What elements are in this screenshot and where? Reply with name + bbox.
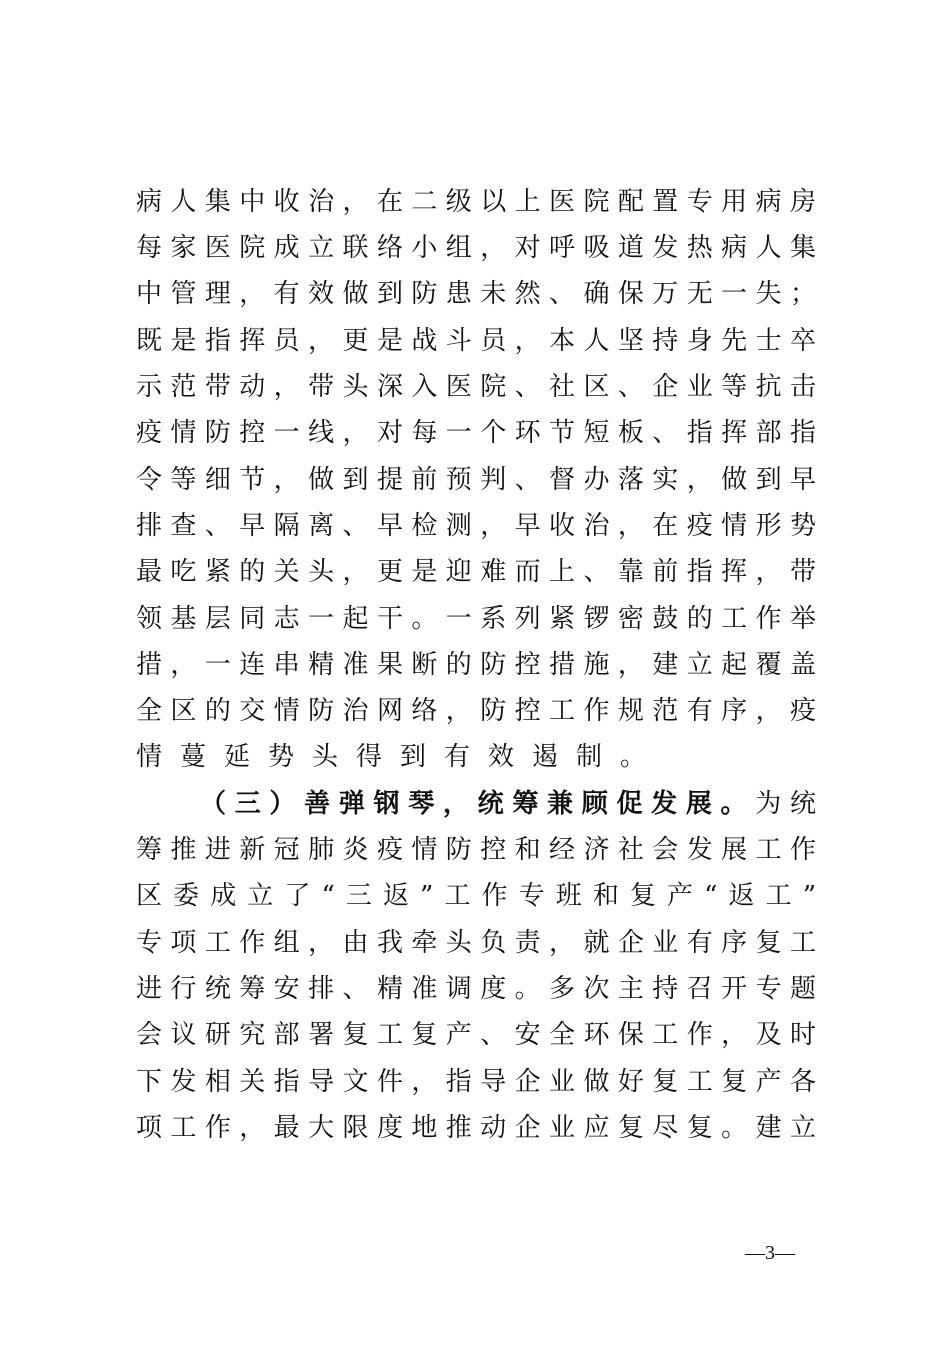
paragraph-line: 会议研究部署复工复产、安全环保工作，及时 bbox=[136, 1020, 816, 1050]
paragraph-line: 措，一连串精准果断的防控措施，建立起覆盖 bbox=[136, 650, 816, 680]
paragraph-line: 示范带动，带头深入医院、社区、企业等抗击 bbox=[136, 372, 816, 402]
section-heading-continuation: 为统 bbox=[755, 789, 816, 819]
paragraph-line: 最吃紧的关头，更是迎难而上、靠前指挥，带 bbox=[136, 557, 816, 587]
paragraph-line: 进行统筹安排、精准调度。多次主持召开专题 bbox=[136, 974, 816, 1004]
paragraph-line: 全区的交情防治网络，防控工作规范有序，疫 bbox=[136, 696, 816, 726]
section-heading-line bbox=[200, 781, 816, 827]
page-number: —3— bbox=[745, 1242, 795, 1264]
paragraph-line: 每家医院成立联络小组，对呼吸道发热病人集 bbox=[136, 233, 816, 263]
section-heading: （三）善弹钢琴，统筹兼顾促发展。 bbox=[200, 789, 756, 819]
paragraph-line: 令等细节，做到提前预判、督办落实，做到早 bbox=[136, 465, 816, 495]
paragraph-line: 领基层同志一起干。一系列紧锣密鼓的工作举 bbox=[136, 604, 816, 634]
paragraph-line: 病人集中收治，在二级以上医院配置专用病房 bbox=[136, 187, 816, 217]
paragraph-line: 中管理，有效做到防患未然、确保万无一失； bbox=[136, 279, 816, 309]
paragraph-line: 排查、早隔离、早检测，早收治，在疫情形势 bbox=[136, 511, 816, 541]
paragraph-line: 疫情防控一线，对每一个环节短板、指挥部指 bbox=[136, 418, 816, 448]
paragraph-line: 区委成立了“三返”工作专班和复产“返工” bbox=[136, 881, 816, 911]
paragraph-line: 筹推进新冠肺炎疫情防控和经济社会发展工作 bbox=[136, 835, 816, 865]
paragraph-line: 下发相关指导文件，指导企业做好复工复产各 bbox=[136, 1067, 816, 1097]
paragraph-line: 项工作，最大限度地推动企业应复尽复。建立 bbox=[136, 1113, 816, 1143]
paragraph-line: 既是指挥员，更是战斗员，本人坚持身先士卒 bbox=[136, 326, 816, 356]
paragraph-line-last: 情蔓延势头得到有效遏制。 bbox=[136, 742, 665, 772]
paragraph-line: 专项工作组，由我牵头负责，就企业有序复工 bbox=[136, 928, 816, 958]
